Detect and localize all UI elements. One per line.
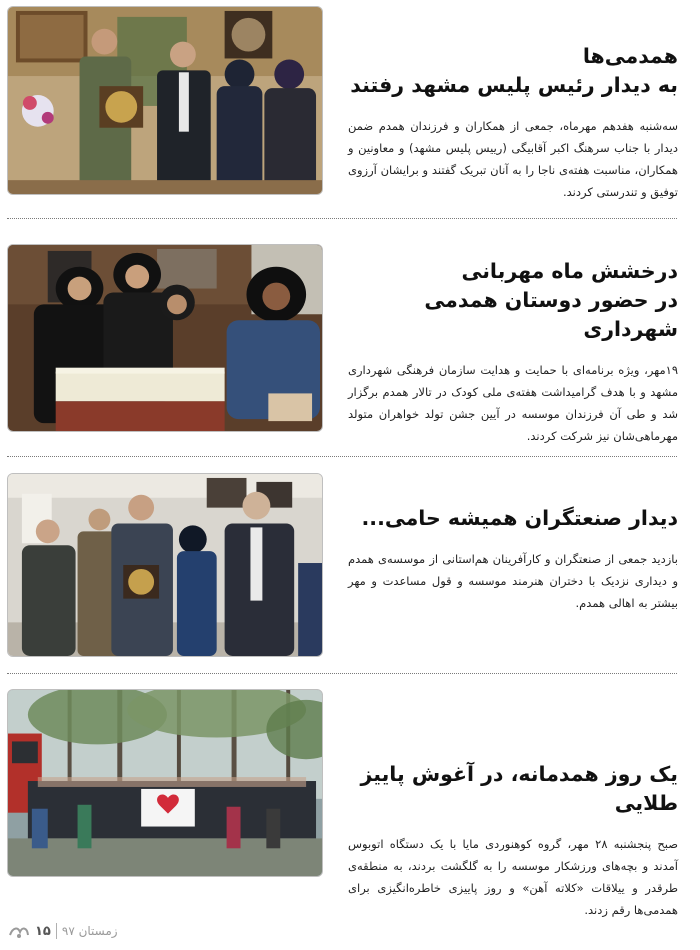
article-body: ۱۹مهر، ویژه برنامه‌ای با حمایت و هدایت سازمان فرهنگی شهرداری مشهد و با هدف گرامیداشت هفته‌ی ملی کودک در تالار همدم برگزار شد و طی آن فرزندان موسسه در آیین جشن تولد خواهران متولد مهرماهی‌شان نیز شرکت کردند. — [348, 363, 678, 443]
magazine-logo-icon — [8, 923, 30, 939]
article-body: صبح پنجشنبه ۲۸ مهر، گروه کوهنوردی مایا با یک دستگاه اتوبوس آمدند و بچه‌های ورزشکار موسسه را به گلگشت بردند، به منطقه‌ی طرقدر و ییلاقات «کلاته آهن» و روز پاییزی خاطره‌انگیزی برای همدمی‌ها رقم زدند. — [348, 837, 679, 917]
photo-industrialists — [7, 473, 323, 657]
article-title — [348, 257, 678, 344]
page-number: ۱۵ — [35, 923, 51, 939]
article-text — [348, 257, 678, 447]
page-footer — [8, 919, 118, 943]
title-line: به دیدار رئیس پلیس مشهد رفتند — [350, 73, 678, 97]
article-title — [348, 760, 678, 818]
photo-birthday — [7, 244, 323, 432]
article-title — [348, 42, 678, 100]
article-body: سه‌شنبه هفدهم مهرماه، جمعی از همکاران و فرزندان همدم ضمن دیدار با جناب سرهنگ اکبر آقابیگی (رییس پلیس مشهد) و معاونین و همکاران، مناسبت هفته‌ی ناجا را به آنان تبریک گفتند و برایشان آرزوی توفیق و تندرستی کردند. — [348, 119, 678, 199]
divider — [7, 456, 677, 457]
photo-group-trip — [7, 689, 323, 877]
title-line: یک روز همدمانه، در آغوش پاییز طلایی — [360, 762, 678, 815]
article-text — [348, 42, 678, 203]
divider — [7, 673, 677, 674]
photo-police-visit — [7, 6, 323, 195]
title-line: درخشش ماه مهربانی — [461, 259, 678, 283]
title-line: در حضور دوستان همدمی شهرداری — [424, 288, 678, 341]
title-line: دیدار صنعتگران همیشه حامی... — [361, 506, 678, 530]
article-text — [348, 760, 678, 921]
article-text — [348, 504, 678, 614]
article-title — [348, 504, 678, 533]
title-line: همدمی‌ها — [582, 44, 678, 68]
issue-season: زمستان ۹۷ — [61, 924, 118, 938]
footer-divider — [56, 923, 57, 939]
article-body: بازدید جمعی از صنعتگران و کارآفرینان هم‌استانی از موسسه‌ی همدم و دیداری نزدیک با دختران هنرمند موسسه و قول مساعدت و مهر بیشتر به اهالی همدم. — [348, 552, 678, 610]
divider — [7, 218, 677, 219]
